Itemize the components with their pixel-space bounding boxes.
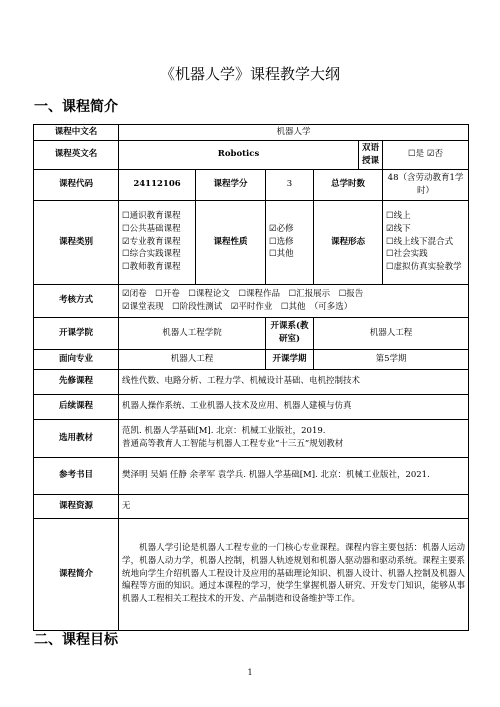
nature-options	[266, 200, 314, 284]
dept-label: 开课系(教研室)	[266, 317, 314, 349]
category-option: ☐综合实践课程	[122, 249, 181, 260]
textbook-line: 普通高等教育人工智能与机器人工程专业“十三五”规划教材	[122, 439, 344, 449]
reference-value: 樊泽明 吴娟 任静 余孝军 袁学兵. 机器人学基础[M]. 北京：机械工业版社，2021.	[119, 457, 469, 494]
hours-value: 48（含劳动教育1学时）	[383, 169, 469, 200]
exam-line: ☑课堂表现 ☐阶段性测试 ☑平时作业 ☐其他 （可多选）	[122, 301, 353, 312]
nature-option: ☑必修	[269, 223, 294, 234]
form-option: ☐线上	[386, 211, 411, 222]
category-option: ☐公共基础课程	[122, 223, 181, 234]
credit-value: 3	[266, 169, 314, 200]
exam-options	[119, 284, 469, 317]
bilingual-value: ☐是 ☑否	[383, 141, 469, 170]
dept-value: 机器人工程	[314, 317, 469, 349]
form-option: ☐线上线下混合式	[386, 236, 454, 247]
bilingual-label: 双语授课	[359, 141, 383, 170]
form-label: 课程形态	[314, 200, 383, 284]
form-option: ☑线下	[386, 223, 411, 234]
course-code-label: 课程代码	[34, 169, 119, 200]
major-value: 机器人工程	[119, 349, 266, 369]
college-label: 开课学院	[34, 317, 119, 349]
intro-label: 课程简介	[34, 518, 119, 630]
category-options	[119, 200, 196, 284]
follow-label: 后续课程	[34, 394, 119, 419]
category-option: ☑专业教育课程	[122, 236, 181, 247]
resource-label: 课程资源	[34, 494, 119, 518]
en-name-value: Robotics	[119, 141, 359, 170]
exam-line: ☑闭卷 ☐开卷 ☐课程论文 ☐课程作品 ☐汇报展示 ☐报告	[122, 288, 364, 299]
form-option: ☐虚拟仿真实验教学	[386, 262, 462, 273]
term-label: 开课学期	[266, 349, 314, 369]
textbook-label: 选用教材	[34, 419, 119, 457]
cn-name-label: 课程中文名	[34, 125, 119, 141]
nature-option: ☐选修	[269, 236, 294, 247]
section-heading-goals: 二、课程目标	[34, 632, 118, 648]
en-name-label: 课程英文名	[34, 141, 119, 170]
nature-label: 课程性质	[196, 200, 266, 284]
prereq-value: 线性代数、电路分析、工程力学、机械设计基础、电机控制技术	[119, 369, 469, 394]
college-value: 机器人工程学院	[119, 317, 266, 349]
course-code-value: 24112106	[119, 169, 196, 200]
section-heading-intro: 一、课程简介	[34, 99, 118, 115]
prereq-label: 先修课程	[34, 369, 119, 394]
form-option: ☐社会实践	[386, 249, 428, 260]
cn-name-value: 机器人学	[119, 125, 469, 141]
category-label: 课程类别	[34, 200, 119, 284]
reference-label: 参考书目	[34, 457, 119, 494]
textbook-line: 范凯. 机器人学基础[M]. 北京：机械工业版社，2019.	[122, 426, 326, 437]
course-info-table	[33, 124, 469, 631]
category-option: ☐通识教育课程	[122, 211, 181, 222]
hours-label: 总学时数	[314, 169, 383, 200]
form-options	[383, 200, 469, 284]
intro-value: 机器人学引论是机器人工程专业的一门核心专业课程。课程内容主要包括：机器人运动学，机器人动力学，机器人控制，机器人轨迹规划和机器人驱动器和驱动系统。课程主要系统地向学生介绍机器人工程设计及应用的基础理论知识、机器人设计、机器人控制及机器人编程等方面的知识。通过本课程的学习，使学生掌握机器人研究、开发专门知识，能够从事机器人工程相关工程技术的开发、产品制造和设备维护等工作。	[119, 518, 469, 630]
term-value: 第5学期	[314, 349, 469, 369]
exam-label: 考核方式	[34, 284, 119, 317]
nature-option: ☐其他	[269, 249, 294, 260]
category-option: ☐教师教育课程	[122, 262, 181, 273]
document-title: 《机器人学》课程教学大纲	[159, 65, 340, 83]
textbook-value	[119, 419, 469, 457]
page-number: 1	[247, 668, 253, 677]
resource-value: 无	[119, 494, 469, 518]
major-label: 面向专业	[34, 349, 119, 369]
follow-value: 机器人操作系统、工业机器人技术及应用、机器人建模与仿真	[119, 394, 469, 419]
credit-label: 课程学分	[196, 169, 266, 200]
